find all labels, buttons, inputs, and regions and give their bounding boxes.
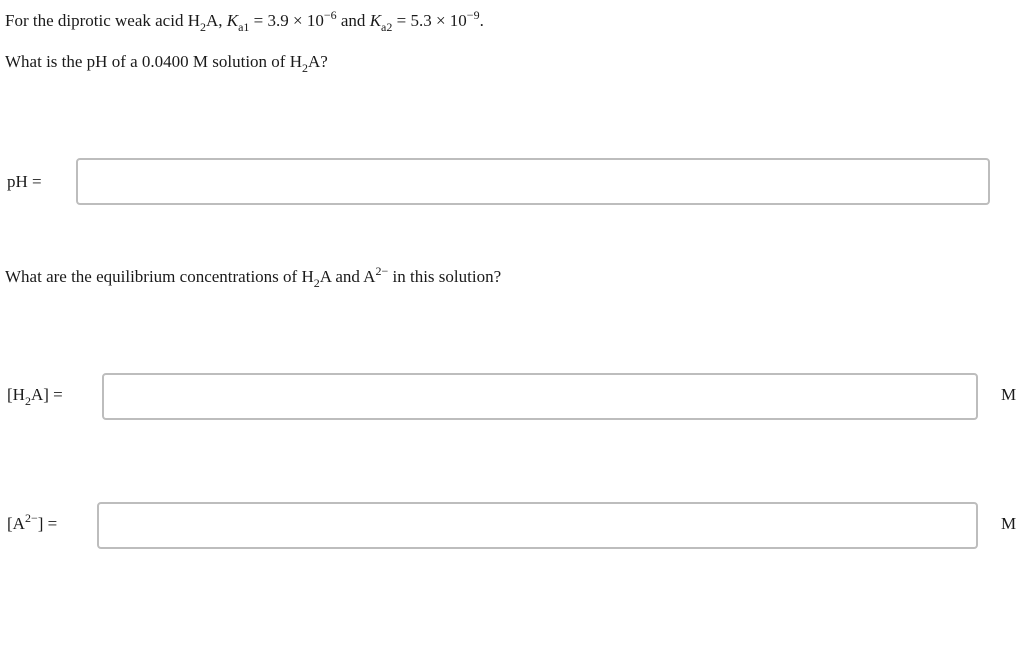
- ka1-value: = 3.9 × 10: [249, 11, 324, 30]
- ph-input[interactable]: [76, 158, 990, 205]
- a2-input[interactable]: [97, 502, 978, 549]
- question-ph: [5, 51, 328, 73]
- question-conc-middle: A and A: [319, 267, 376, 286]
- problem-statement: [5, 10, 484, 32]
- a2-label-charge: 2−: [24, 511, 38, 525]
- ka1-subscript: a1: [238, 20, 250, 34]
- h2a-unit: M: [1001, 385, 1017, 404]
- ka2-subscript: a2: [381, 20, 393, 34]
- question-conc-ion-charge: 2−: [375, 264, 389, 278]
- ka2-exponent: −9: [466, 8, 480, 22]
- a2-label: [7, 513, 57, 535]
- question-ph-text: What is the pH of a 0.0400 M solution of H: [5, 52, 302, 71]
- intro-after-acid: A,: [205, 11, 227, 30]
- question-conc-acid-subscript: 2: [313, 276, 320, 290]
- ka1-exponent: −6: [323, 8, 337, 22]
- h2a-label: [7, 384, 63, 406]
- a2-label-close: ] =: [37, 514, 58, 533]
- question-ph-suffix: A?: [308, 52, 328, 71]
- period: .: [479, 11, 484, 30]
- a2-unit: M: [1001, 514, 1017, 533]
- a2-label-open: [A: [7, 514, 25, 533]
- h2a-input[interactable]: [102, 373, 978, 420]
- ka1-symbol: K: [226, 11, 239, 30]
- h2a-label-close: A] =: [30, 385, 63, 404]
- acid-subscript: 2: [199, 20, 206, 34]
- h2a-label-open: [H: [7, 385, 25, 404]
- ph-label: pH =: [7, 172, 42, 191]
- question-concentrations: [5, 266, 501, 288]
- and-text: and: [336, 11, 370, 30]
- h2a-label-subscript: 2: [24, 394, 31, 408]
- ka2-symbol: K: [369, 11, 382, 30]
- ka2-value: = 5.3 × 10: [392, 11, 467, 30]
- intro-text: For the diprotic weak acid H: [5, 11, 200, 30]
- question-conc-text: What are the equilibrium concentrations of H: [5, 267, 314, 286]
- question-ph-acid-subscript: 2: [302, 61, 308, 75]
- question-conc-suffix: in this solution?: [388, 267, 502, 286]
